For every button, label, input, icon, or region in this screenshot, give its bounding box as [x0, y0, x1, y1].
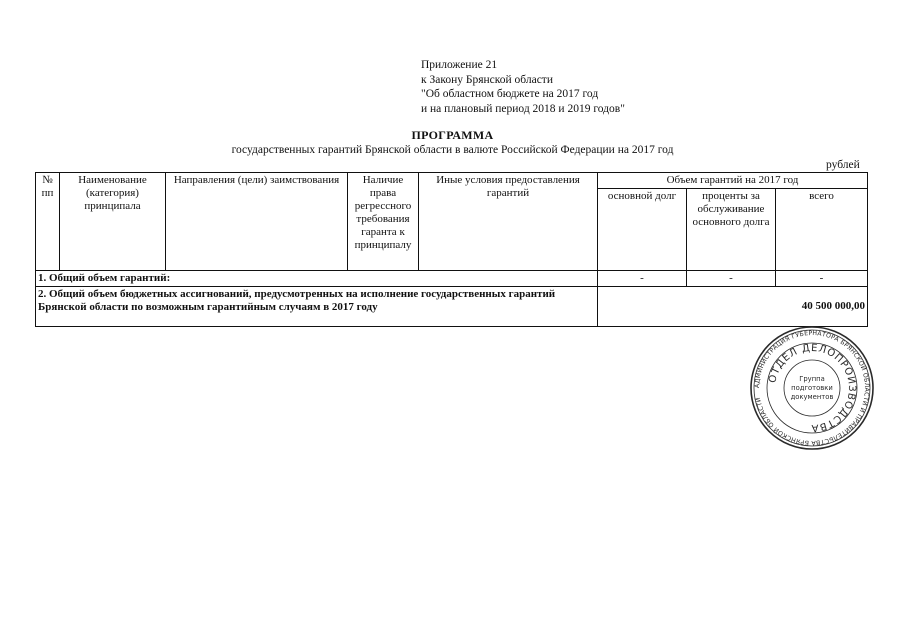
- table-row-budget-allocations: [36, 287, 868, 327]
- stamp-seal-graphic: [749, 325, 875, 451]
- stamp-outer-text: АДМИНИСТРАЦИЯ ГУБЕРНАТОРА БРЯНСКОЙ ОБЛАСТИ И ПРАВИТЕЛЬСТВА БРЯНСКОЙ ОБЛАСТИ: [753, 329, 871, 447]
- document-title: ПРОГРАММА: [411, 128, 494, 142]
- appendix-line: и на плановый период 2018 и 2019 годов": [421, 102, 625, 115]
- stamp-center-line: документов: [790, 393, 834, 401]
- guarantee-program-table: [35, 172, 868, 327]
- header-regress: Наличие права регрессного требования гаранта к принципалу: [348, 173, 419, 271]
- appendix-line: Приложение 21: [421, 59, 498, 71]
- row1-label: 1. Общий объем гарантий:: [36, 271, 598, 287]
- document-subtitle: государственных гарантий Брянской области в валюте Российской Федерации на 2017 год: [231, 144, 674, 156]
- appendix-line: к Закону Брянской области: [421, 73, 553, 86]
- official-stamp: [749, 325, 875, 451]
- header-principal: Наименование (категория) принципала: [60, 173, 166, 271]
- stamp-middle-text: ОТДЕЛ ДЕЛОПРОИЗВОДСТВА: [767, 342, 858, 434]
- appendix-note: [421, 58, 625, 116]
- row1-total: -: [776, 271, 868, 287]
- header-other-terms: Иные условия предоставления гарантий: [419, 173, 598, 271]
- header-row-1: [36, 173, 868, 189]
- table-row-total-guarantees: [36, 271, 868, 287]
- header-volume-group: Объем гарантий на 2017 год: [598, 173, 868, 189]
- row1-interest: -: [687, 271, 776, 287]
- header-num: № пп: [36, 173, 60, 271]
- header-purpose: Направления (цели) заимствования: [166, 173, 348, 271]
- header-total: всего: [776, 189, 868, 271]
- row2-label: 2. Общий объем бюджетных ассигнований, предусмотренных на исполнение государственных гарантий Брянской области по возможным гарантийным случаям в 2017 году: [36, 287, 598, 327]
- currency-unit: рублей: [826, 159, 860, 171]
- row2-value: 40 500 000,00: [598, 287, 868, 327]
- stamp-center-line: Группа: [799, 375, 825, 383]
- stamp-center-line: подготовки: [791, 384, 833, 392]
- row1-main-debt: -: [598, 271, 687, 287]
- header-main-debt: основной долг: [598, 189, 687, 271]
- header-interest: проценты за обслуживание основного долга: [687, 189, 776, 271]
- appendix-line: "Об областном бюджете на 2017 год: [421, 88, 599, 101]
